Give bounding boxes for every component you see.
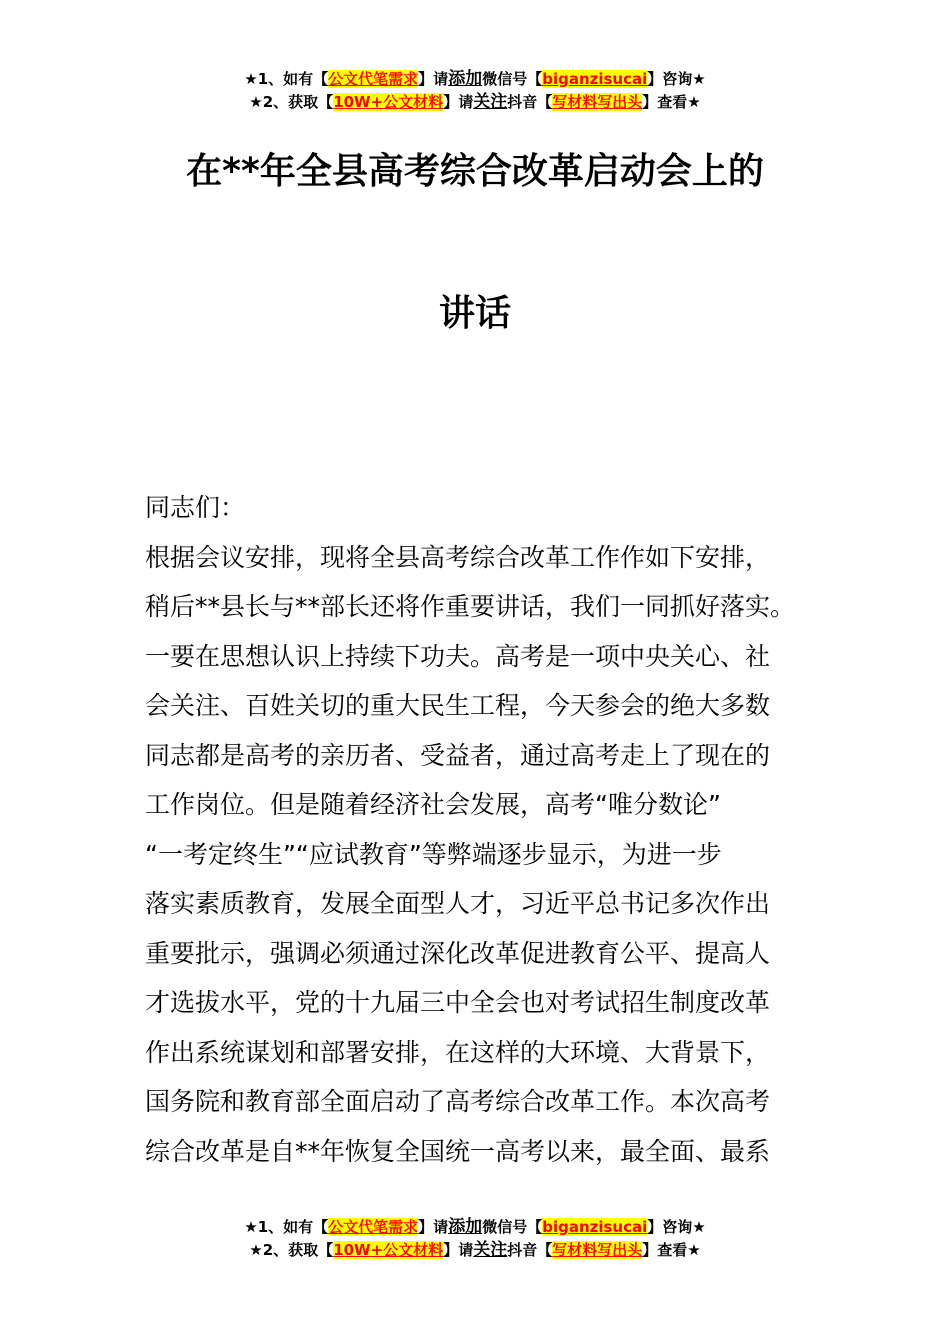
banner-text: 微信号【 [482,70,543,88]
document-body [145,483,815,1176]
body-line: 同志们： [145,493,246,522]
banner-line-2 [0,91,950,114]
banner-text: ★2、获取【 [249,93,334,111]
banner-line-1 [0,1216,950,1239]
highlight-wechat-id: biganzisucai [542,1218,648,1236]
banner-text: 】查看★ [642,93,701,111]
banner-text: 】请 [418,70,449,88]
highlight-service: 公文代笔需求 [328,70,419,88]
body-line: 作出系统谋划和部署安排，在这样的大环境、大背景下， [145,1037,771,1067]
banner-text: 】咨询★ [647,1218,706,1236]
body-line: 同志都是高考的亲历者、受益者，通过高考走上了现在的 [145,740,771,770]
banner-text: ★1、如有【 [244,1218,329,1236]
banner-text: 微信号【 [482,1218,543,1236]
banner-text: ★1、如有【 [244,70,329,88]
highlight-douyin: 写材料写出头 [552,1241,643,1259]
body-line: 一要在思想认识上持续下功夫。高考是一项中央关心、社 [145,641,771,671]
banner-emphasis: 关注 [473,92,508,112]
body-line: 会关注、百姓关切的重大民生工程，今天参会的绝大多数 [145,691,771,720]
banner-text: 抖音【 [507,1241,553,1259]
body-line: 稍后**县长与**部长还将作重要讲话，我们一同抓好落实。 [145,592,796,621]
banner-text: 】咨询★ [647,70,706,88]
document-title-line-1: 在**年全县高考综合改革启动会上的 [186,151,764,192]
footer-banner [0,1216,950,1262]
body-line: 重要批示，强调必须通过深化改革促进教育公平、提高人 [145,938,771,968]
highlight-materials: 10W+公文材料 [333,93,444,111]
banner-emphasis: 关注 [473,1240,508,1260]
banner-emphasis: 添加 [448,69,483,89]
body-line: 根据会议安排，现将全县高考综合改革工作作如下安排， [145,542,771,572]
header-banner [0,68,950,114]
banner-emphasis: 添加 [448,1217,483,1237]
body-line: 落实素质教育，发展全面型人才，习近平总书记多次作出 [145,889,771,918]
highlight-materials: 10W+公文材料 [333,1241,444,1259]
body-line: 综合改革是自**年恢复全国统一高考以来，最全面、最系 [145,1136,771,1166]
banner-text: 】请 [418,1218,449,1236]
highlight-douyin: 写材料写出头 [552,93,643,111]
banner-text: 】请 [443,93,474,111]
body-line: “一考定终生”“应试教育”等弊端逐步显示，为进一步 [145,839,722,869]
highlight-wechat-id: biganzisucai [542,70,648,88]
body-line: 国务院和教育部全面启动了高考综合改革工作。本次高考 [145,1087,771,1116]
banner-text: 】请 [443,1241,474,1259]
body-line: 才选拔水平，党的十九届三中全会也对考试招生制度改革 [145,988,771,1017]
banner-text: 】查看★ [642,1241,701,1259]
document-title-line-2: 讲话 [438,293,511,334]
banner-text: 抖音【 [507,93,553,111]
body-line: 工作岗位。但是随着经济社会发展，高考“唯分数论” [145,790,721,819]
banner-line-1 [0,68,950,91]
banner-text: ★2、获取【 [249,1241,334,1259]
highlight-service: 公文代笔需求 [328,1218,419,1236]
banner-line-2 [0,1239,950,1262]
